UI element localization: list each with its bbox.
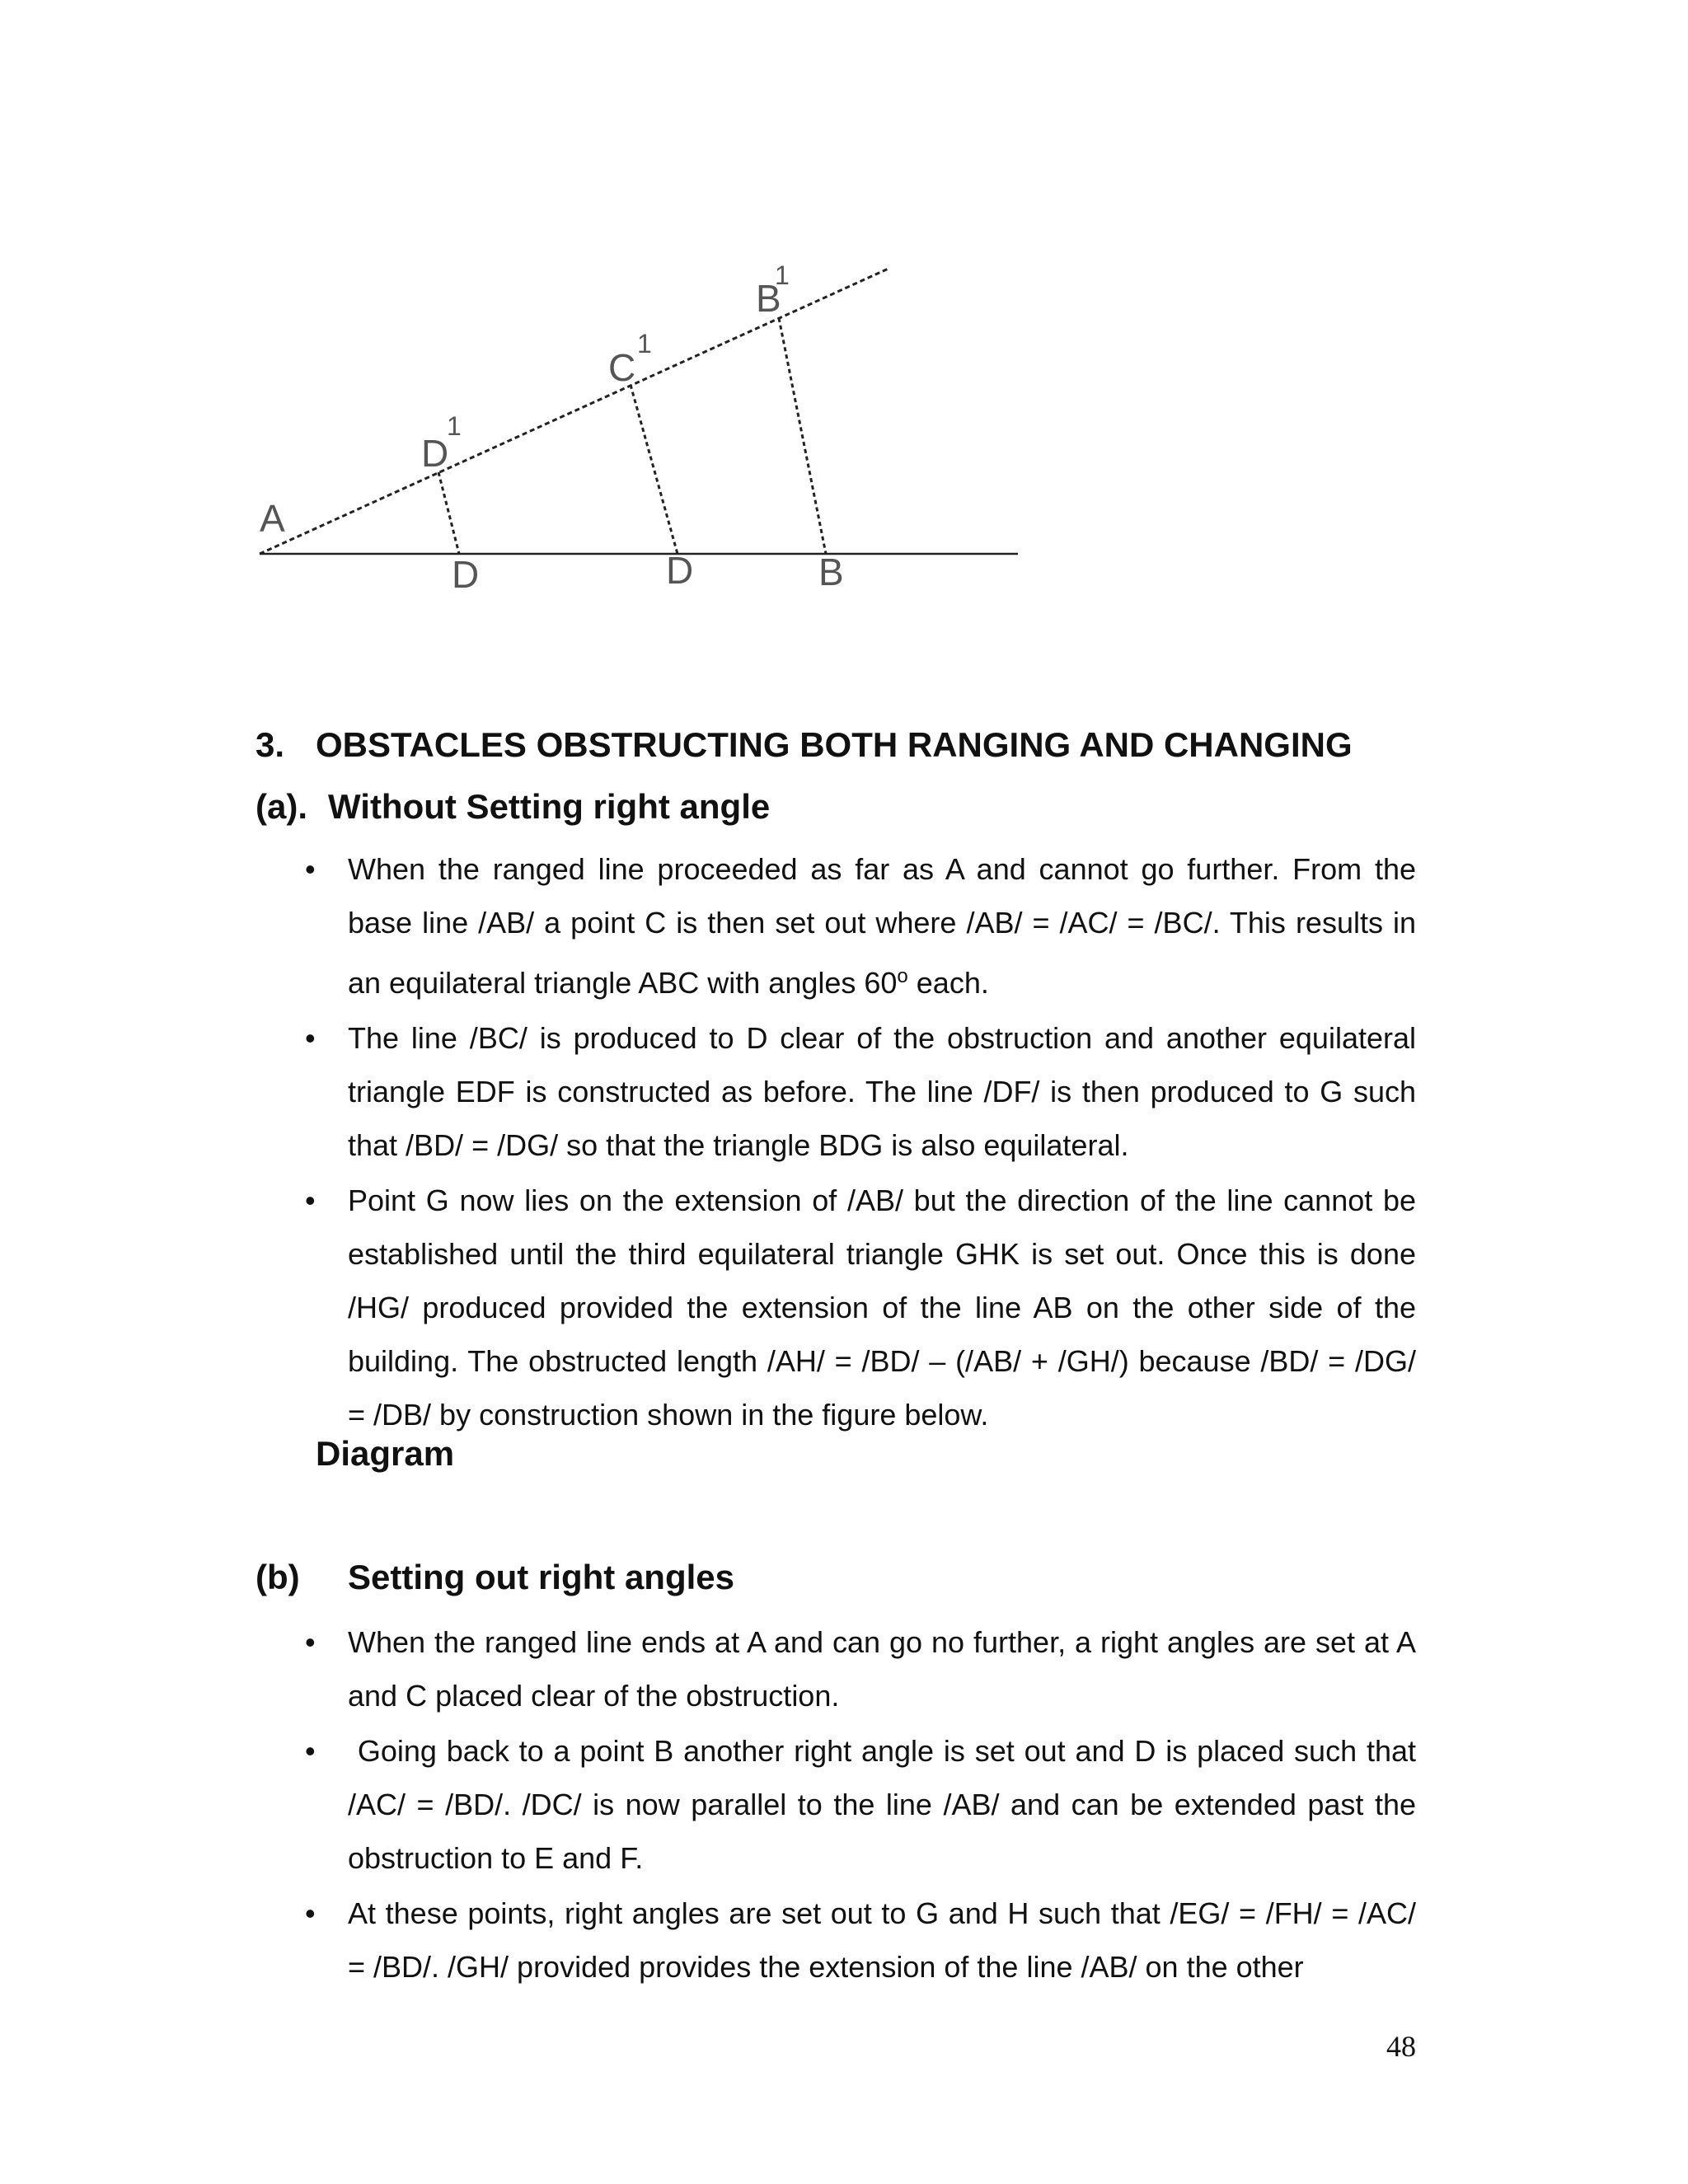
list-item: • Going back to a point B another right angle is set out and D is placed such that /AC/ = /BD/. /DC/ is now parallel to the line /AB/ and can be extended past the obstruction to E and F. xyxy=(348,1724,1416,1885)
construction-diagram xyxy=(0,0,1688,659)
perpendicular-d1-d xyxy=(438,472,459,554)
list-item: • When the ranged line proceeded as far as A and cannot go further. From the base line /AB/ a point C is then set out where /AB/ = /AC/ = /BC/. This results in an equilateral triangle ABC with angles 60$^o$ each. xyxy=(348,842,1416,1010)
label-d-second: D xyxy=(666,549,694,592)
subsection-b-tag: (b) xyxy=(256,1558,300,1596)
label-b1: B xyxy=(756,277,781,320)
subsection-b-title: Setting out right angles xyxy=(348,1558,734,1596)
list-item: • The line /BC/ is produced to D clear of the obstruction and another equilateral triangle EDF is constructed as before. The line /DF/ is then produced to G such that /BD/ = /DG/ so that the triangle BDG is also equilateral. xyxy=(348,1011,1416,1172)
perpendicular-b1-b xyxy=(779,318,826,554)
diagram-caption: Diagram xyxy=(316,1434,455,1473)
page-number: 48 xyxy=(1386,2030,1416,2063)
label-b1-superscript: 1 xyxy=(775,260,790,290)
list-item: • When the ranged line ends at A and can go no further, a right angles are set at A and C placed clear of the obstruction. xyxy=(348,1615,1416,1722)
label-c1: C xyxy=(608,346,636,389)
list-item: • At these points, right angles are set out to G and H such that /EG/ = /FH/ = /AC/ = /BD/. /GH/ provided provides the extension of the line /AB/ on the other xyxy=(348,1886,1416,1994)
section-heading xyxy=(256,725,1353,765)
subsection-a-list xyxy=(348,842,1416,1441)
subsection-b-list xyxy=(348,1615,1425,1994)
subsection-a-tag: (a). xyxy=(256,787,307,826)
label-c1-superscript: 1 xyxy=(637,329,652,359)
section-title: OBSTACLES OBSTRUCTING BOTH RANGING AND CHANGING xyxy=(316,725,1353,764)
section-number: 3. xyxy=(256,725,285,764)
label-d-first: D xyxy=(452,553,480,596)
label-a: A xyxy=(260,497,285,540)
subsection-a-heading xyxy=(256,787,770,827)
perpendicular-c1-d xyxy=(631,385,678,554)
subsection-b-heading xyxy=(256,1558,734,1597)
inclined-line xyxy=(260,268,890,554)
degree-superscript: o xyxy=(897,965,908,987)
label-d1-superscript: 1 xyxy=(447,411,462,441)
subsection-a-title: Without Setting right angle xyxy=(328,787,771,826)
list-item: • Point G now lies on the extension of /AB/ but the direction of the line cannot be established until the third equilateral triangle GHK is set out. Once this is done /HG/ produced provided the extension of the line AB on the other side of the building. The obstructed length /AH/ = /BD/ – (/AB/ + /GH/) because /BD/ = /DG/ = /DB/ by construction shown in the figure below. xyxy=(348,1174,1416,1441)
label-d1: D xyxy=(421,432,449,475)
label-b: B xyxy=(818,551,844,593)
